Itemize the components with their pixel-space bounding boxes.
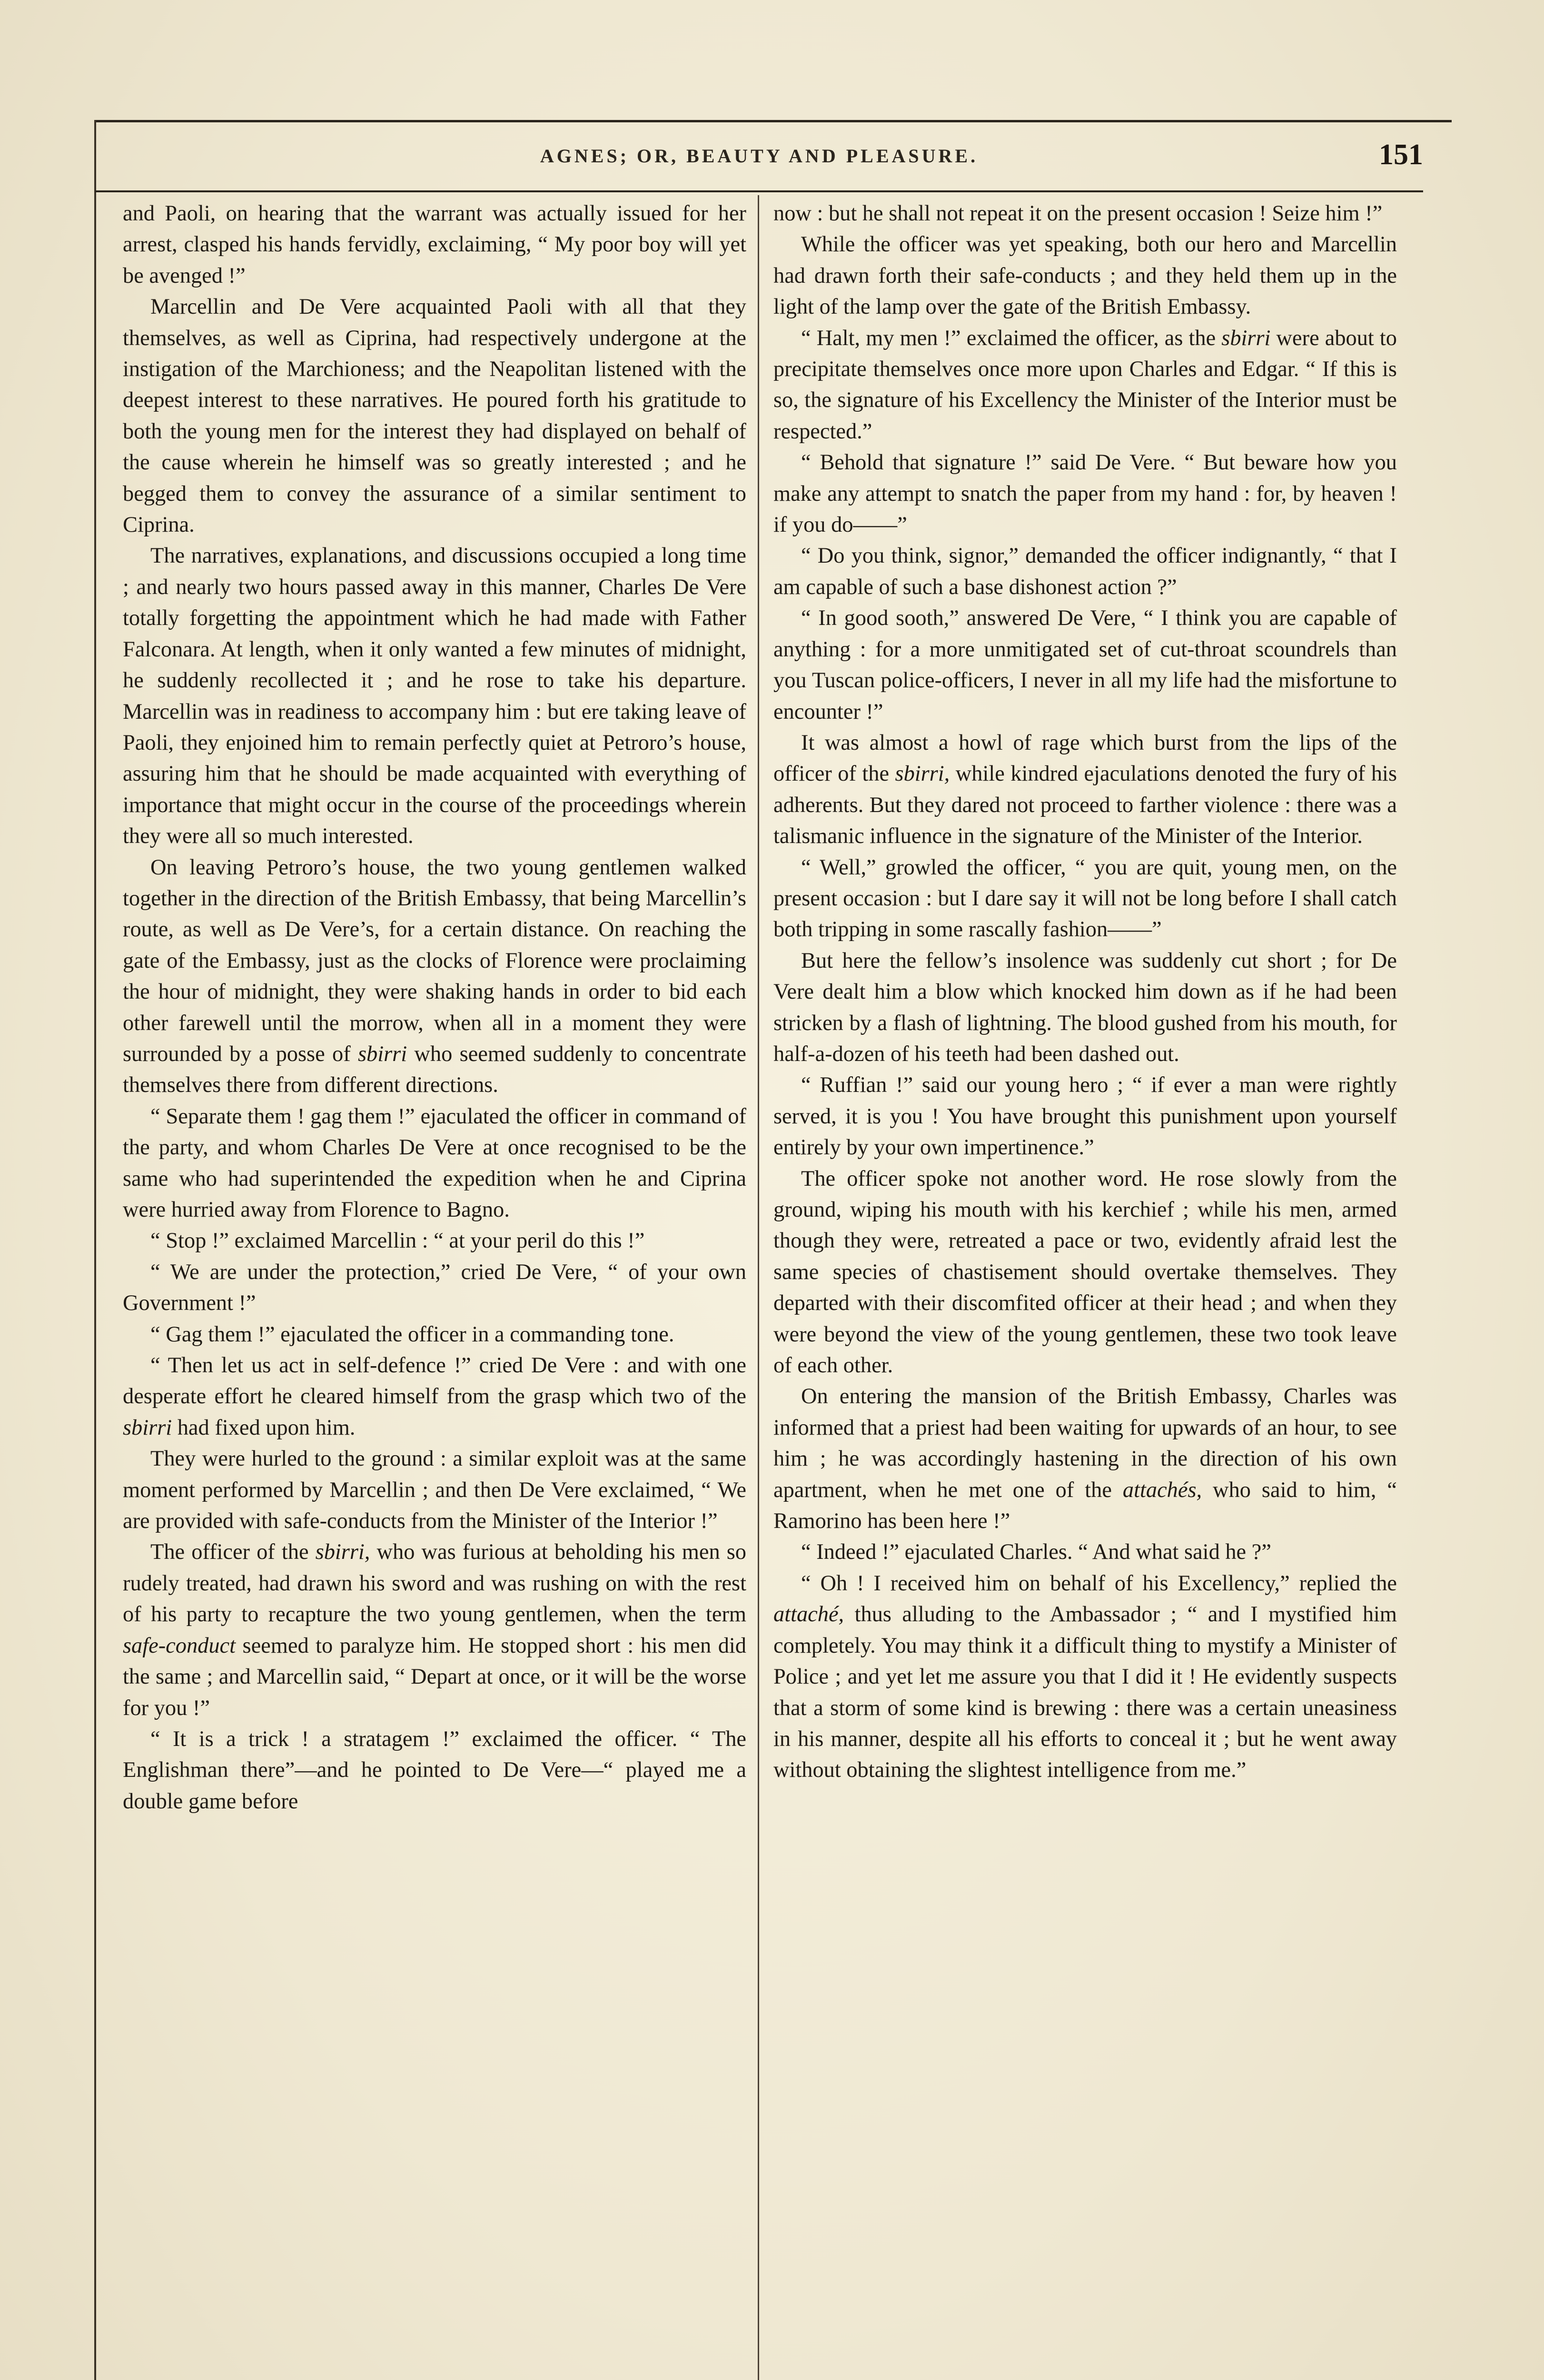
right-text-column [773, 198, 1397, 1786]
paragraph [773, 447, 1397, 540]
paragraph [773, 603, 1397, 727]
paragraph [773, 229, 1397, 322]
paragraph [123, 291, 746, 540]
paragraph [123, 1257, 746, 1319]
text-run: “ Ruffian !” said our young hero ; “ if ever a man were rightly served, it is you ! You have brought this punishment upon yourself entirely by your own impertinence.” [773, 1073, 1397, 1160]
italic-term: sbirri [1221, 326, 1271, 350]
paragraph [773, 945, 1397, 1070]
text-run: who said to him, “ Ramorino has been here !” [773, 1478, 1397, 1534]
text-run: “ It is a trick ! a stratagem !” exclaimed the officer. “ The Englishman there”—and he pointed to De Vere—“ played me a double game before [123, 1726, 746, 1814]
text-run: The officer of the [150, 1540, 316, 1565]
text-run: “ Oh ! I received him on behalf of his Excellency,” replied the [801, 1571, 1397, 1596]
paragraph [773, 1070, 1397, 1163]
paragraph [123, 1537, 746, 1723]
text-run: On leaving Petroro’s house, the two young gentlemen walked together in the direction of the British Embassy, that being Marcellin’s route, as well as De Vere’s, for a certain distance. On reaching the gate of the Embassy, just as the clocks of Florence were proclaiming the hour of midnight, they were shaking hands in order to bid each other farewell until the morrow, when all in a moment they were surrounded by a posse of [123, 855, 746, 1066]
italic-term: sbirri, [315, 1540, 370, 1565]
paragraph [773, 1537, 1397, 1567]
paragraph [123, 1225, 746, 1256]
text-run: while kindred ejaculations denoted the fury of his adherents. But they dared not proceed to farther violence : there was a talismanic influence in the signature of the Minister of the Interior. [773, 762, 1397, 849]
text-run: “ Indeed !” ejaculated Charles. “ And what said he ?” [801, 1540, 1271, 1565]
text-run: “ Halt, my men !” exclaimed the officer, as the [801, 326, 1222, 350]
text-run: and Paoli, on hearing that the warrant was actually issued for her arrest, clasped his hands fervidly, exclaiming, “ My poor boy will yet be avenged !” [123, 201, 746, 288]
text-run: were about to precipitate themselves once more upon Charles and Edgar. “ If this is so, the signature of his Excellency the Minister of the Interior must be respected.” [773, 326, 1397, 444]
italic-term: sbirri [123, 1415, 172, 1440]
continued-paragraph [773, 198, 1397, 229]
paragraph [123, 852, 746, 1101]
text-run: While the officer was yet speaking, both our hero and Marcellin had drawn forth their safe-conducts ; and they held them up in the light of the lamp over the gate of the British Embassy. [773, 232, 1397, 319]
text-run: who seemed suddenly to concentrate themselves there from different directions. [123, 1041, 746, 1098]
italic-term: sbirri, [895, 762, 950, 786]
text-run: “ Gag them !” ejaculated the officer in a commanding tone. [150, 1322, 674, 1347]
header-rule [95, 190, 1423, 192]
text-run: On entering the mansion of the British Embassy, Charles was informed that a priest had been waiting for upwards of an hour, to see him ; he was accordingly hastening in the direction of his own apartment, when he met one of the [773, 1384, 1397, 1502]
text-run: The officer spoke not another word. He rose slowly from the ground, wiping his mouth with his kerchief ; while his men, armed though they were, retreated a pace or two, evidently afraid lest the same species of chastisement should overtake themselves. They departed with their discomfited officer at their head ; and when they were beyond the view of the young gentlemen, these two took leave of each other. [773, 1166, 1397, 1378]
text-run: “ Then let us act in self-defence !” cried De Vere : and with one desperate effort he cleared himself from the grasp which two of the [123, 1353, 746, 1409]
text-run: “ We are under the protection,” cried De Vere, “ of your own Government !” [123, 1259, 746, 1316]
top-border-rule [95, 120, 1452, 122]
italic-term: sbirri [357, 1041, 407, 1066]
text-run: thus alluding to the Ambassador ; “ and I mystified him completely. You may think it a difficult thing to mystify a Minister of Police ; and yet let me assure you that I did it ! He evidently suspects that a storm of some kind is brewing : there was a certain uneasiness in his manner, despite all his efforts to conceal it ; but he went away without obtaining the slightest intelligence from me.” [773, 1602, 1397, 1783]
paragraph [123, 1724, 746, 1817]
text-run: “ Behold that signature !” said De Vere. “ But beware how you make any attempt to snatch the paper from my hand : for, by heaven ! if you do——” [773, 450, 1397, 537]
text-run: But here the fellow’s insolence was suddenly cut short ; for De Vere dealt him a blow which knocked him down as if he had been stricken by a flash of lightning. The blood gushed from his mouth, for half-a-dozen of his teeth had been dashed out. [773, 948, 1397, 1066]
left-text-column [123, 198, 746, 1817]
paragraph [773, 1381, 1397, 1537]
paragraph [773, 727, 1397, 852]
page-number: 151 [1379, 139, 1423, 171]
running-title: AGNES; OR, BEAUTY AND PLEASURE. [540, 145, 979, 167]
paragraph [773, 323, 1397, 447]
text-run: Marcellin and De Vere acquainted Paoli with all that they themselves, as well as Ciprina, had respectively undergone at the instigation of the Marchioness; and the Neapolitan listened with the deepest interest to these narratives. He poured forth his gratitude to both the young men for the interest they had displayed on behalf of the cause wherein he himself was so greatly interested ; and he begged them to convey the assurance of a similar sentiment to Ciprina. [123, 295, 746, 537]
italic-term: attachés, [1122, 1478, 1202, 1502]
page-header [95, 134, 1423, 182]
text-run: The narratives, explanations, and discussions occupied a long time ; and nearly two hours passed away in this manner, Charles De Vere totally forgetting the appointment which he had made with Father Falconara. At length, when it only wanted a few minutes of midnight, he suddenly recollected it ; and he rose to take his departure. Marcellin was in readiness to accompany him : but ere taking leave of Paoli, they enjoined him to remain perfectly quiet at Petroro’s house, assuring him that he should be made acquainted with everything of importance that might occur in the course of the proceedings wherein they were all so much interested. [123, 544, 746, 849]
paragraph [123, 540, 746, 852]
text-run: who was furious at beholding his men so rudely treated, had drawn his sword and was rushing on with the rest of his party to recapture the two young gentlemen, when the term [123, 1540, 746, 1627]
text-run: “ In good sooth,” answered De Vere, “ I think you are capable of anything : for a more unmitigated set of cut-throat scoundrels than you Tuscan police-officers, I never in all my life had the misfortune to encounter !” [773, 606, 1397, 724]
paragraph [773, 1568, 1397, 1786]
paragraph [123, 1319, 746, 1350]
paragraph [773, 540, 1397, 603]
text-run: “ Separate them ! gag them !” ejaculated the officer in command of the party, and whom Charles De Vere at once recognised to be the same who had superintended the expedition when he and Ciprina were hurried away from Florence to Bagno. [123, 1104, 746, 1222]
paragraph [773, 852, 1397, 945]
text-run: “ Do you think, signor,” demanded the officer indignantly, “ that I am capable of such a base dishonest action ?” [773, 544, 1397, 599]
paragraph [123, 1443, 746, 1537]
text-run: had fixed upon him. [172, 1415, 356, 1440]
paragraph [123, 1101, 746, 1226]
paragraph [123, 1350, 746, 1443]
left-border-rule [94, 120, 96, 2380]
text-run: now : but he shall not repeat it on the present occasion ! Seize him !” [773, 201, 1383, 226]
paragraph [773, 1163, 1397, 1381]
column-divider [758, 195, 759, 2380]
text-run: It was almost a howl of rage which burst from the lips of the officer of the [773, 730, 1397, 786]
italic-term: attaché, [773, 1602, 844, 1627]
text-run: seemed to paralyze him. He stopped short : his men did the same ; and Marcellin said, “ Depart at once, or it will be the worse for you !” [123, 1633, 746, 1720]
text-run: They were hurled to the ground : a similar exploit was at the same moment performed by Marcellin ; and then De Vere exclaimed, “ We are provided with safe-conducts from the Minister of the Interior !” [123, 1447, 746, 1534]
italic-term: safe-conduct [123, 1633, 236, 1658]
text-run: “ Well,” growled the officer, “ you are quit, young men, on the present occasion : but I dare say it will not be long before I shall catch both tripping in some rascally fashion——” [773, 855, 1397, 942]
continued-paragraph [123, 198, 746, 291]
text-run: “ Stop !” exclaimed Marcellin : “ at your peril do this !” [150, 1229, 645, 1253]
